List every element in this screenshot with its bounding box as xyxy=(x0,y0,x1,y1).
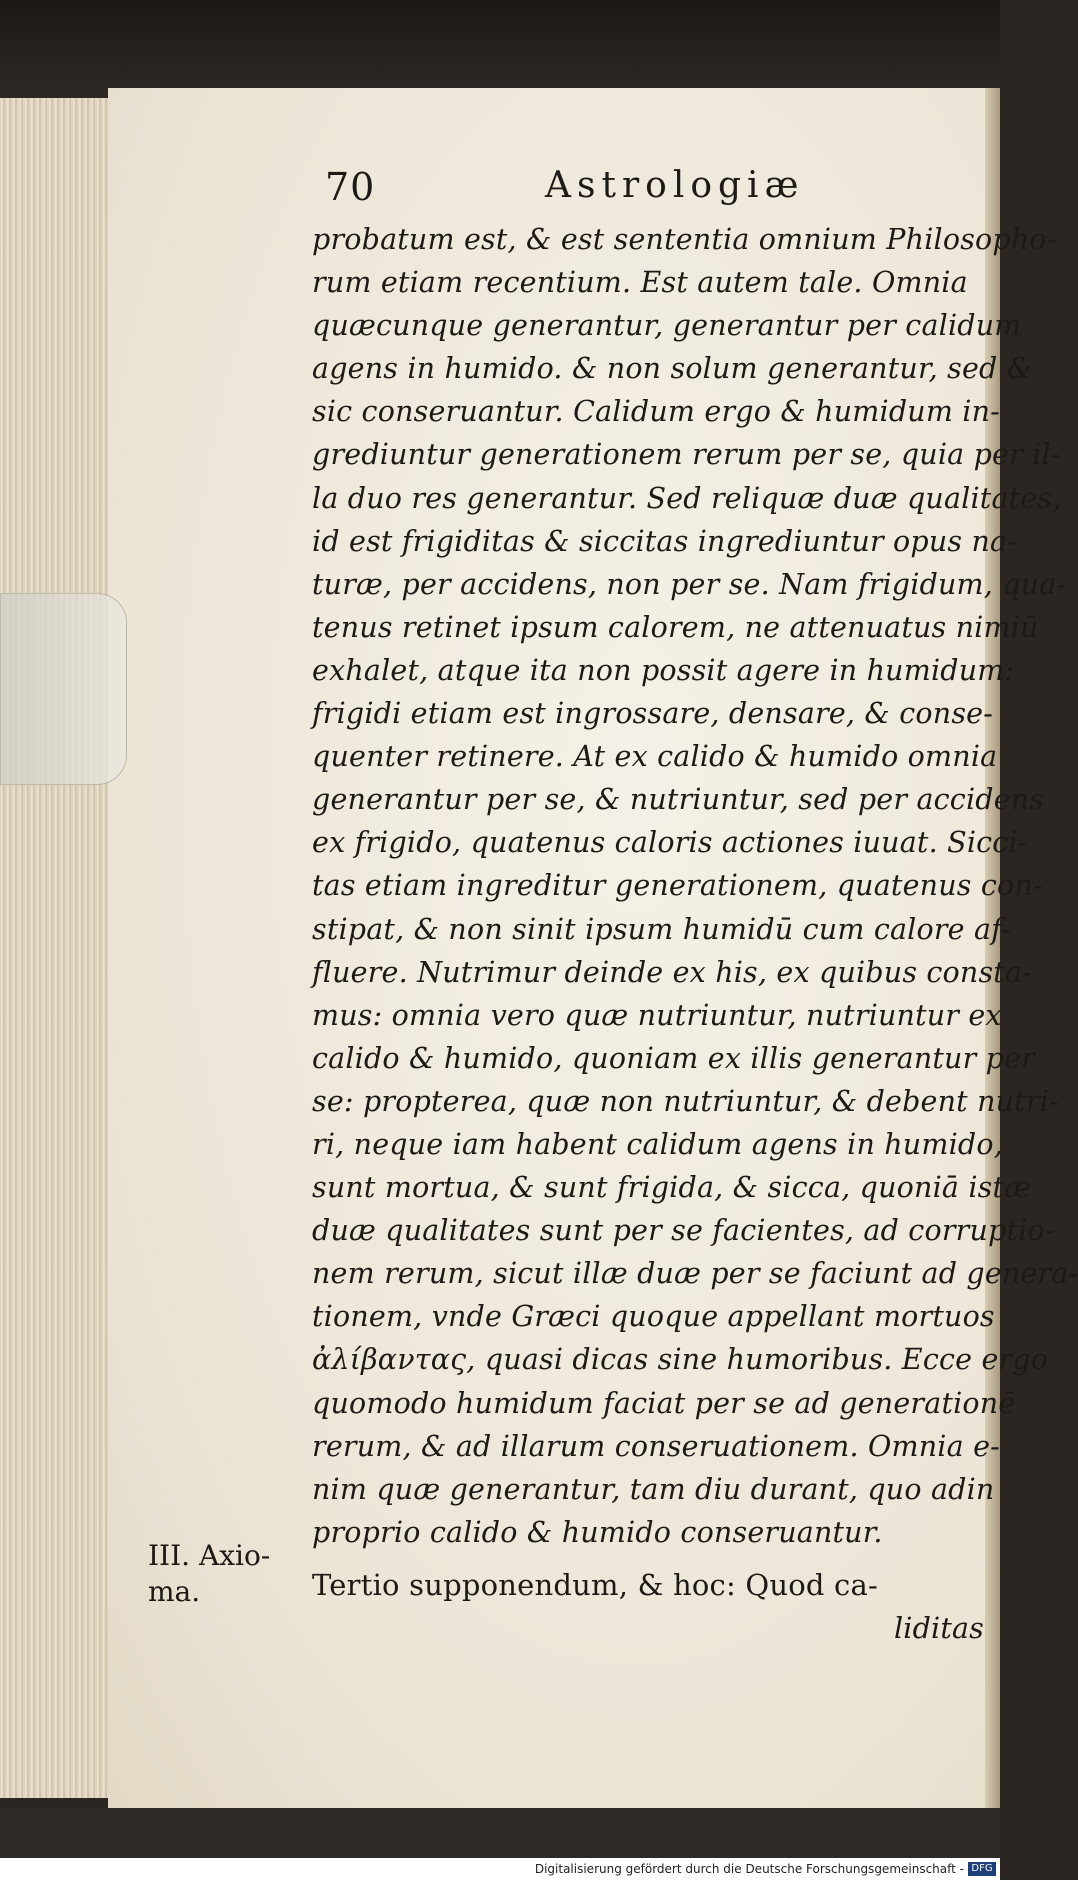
text-block xyxy=(312,218,1078,1650)
running-head: Astrologiæ xyxy=(545,165,805,206)
text-line: ἀλίβαντας, quasi dicas sine humoribus. Ecce ergo xyxy=(312,1343,1049,1377)
axiom-line: Tertio supponendum, & hoc: Quod ca- xyxy=(312,1567,878,1602)
scan-background-bottom xyxy=(0,1808,1000,1858)
digitization-footer xyxy=(0,1858,1000,1880)
text-line: duæ qualitates sunt per se facientes, ad corruptio- xyxy=(312,1214,1055,1248)
text-line: se: propterea, quæ non nutriuntur, & debent nutri- xyxy=(312,1084,1059,1118)
text-line: rerum, & ad illarum conseruationem. Omnia e- xyxy=(312,1429,1000,1463)
text-line: stipat, & non sinit ipsum humidū cum calore af- xyxy=(312,912,1011,946)
page-edges xyxy=(0,98,112,1798)
text-line: ri, neque iam habent calidum agens in humido, xyxy=(312,1127,1003,1161)
text-line: sunt mortua, & sunt frigida, & sicca, quoniā istæ xyxy=(312,1171,1032,1205)
footer-credit: Digitalisierung gefördert durch die Deutsche Forschungsgemeinschaft - xyxy=(534,1862,964,1876)
text-line: proprio calido & humido conseruantur. xyxy=(312,1515,883,1549)
scan-background-top xyxy=(0,0,1000,95)
text-line: la duo res generantur. Sed reliquæ duæ qualitates, xyxy=(312,481,1062,515)
text-line: calido & humido, quoniam ex illis generantur per xyxy=(312,1041,1036,1075)
text-line: id est frigiditas & siccitas ingrediuntur opus na- xyxy=(312,524,1018,558)
text-line: rum etiam recentium. Est autem tale. Omnia xyxy=(312,266,968,300)
text-line: tas etiam ingreditur generationem, quatenus con- xyxy=(312,869,1043,903)
margin-note-line: ma. xyxy=(148,1575,201,1608)
text-line: tionem, vnde Græci quoque appellant mortuos xyxy=(312,1300,995,1334)
text-line: quomodo humidum faciat per se ad generationē xyxy=(312,1386,1016,1420)
text-line: generantur per se, & nutriuntur, sed per accidens xyxy=(312,783,1045,817)
text-line: grediuntur generationem rerum per se, quia per il- xyxy=(312,438,1061,472)
text-line: probatum est, & est sententia omnium Philosopho- xyxy=(312,223,1057,256)
text-line: mus: omnia vero quæ nutriuntur, nutriuntur ex xyxy=(312,998,1002,1032)
text-line: fluere. Nutrimur deinde ex his, ex quibus consta- xyxy=(312,955,1032,989)
text-line: quenter retinere. At ex calido & humido omnia xyxy=(312,740,998,774)
text-line: tenus retinet ipsum calorem, ne attenuatus nimiū xyxy=(312,610,1039,644)
text-line: frigidi etiam est ingrossare, densare, & conse- xyxy=(312,697,994,731)
text-line: ex frigido, quatenus caloris actiones iuuat. Sicci- xyxy=(312,826,1028,860)
page-clip xyxy=(0,593,127,785)
margin-note xyxy=(148,1538,308,1610)
margin-note-line: III. Axio- xyxy=(148,1539,271,1572)
text-line: quæcunque generantur, generantur per calidum xyxy=(312,309,1022,343)
text-line: nem rerum, sicut illæ duæ per se faciunt ad genera- xyxy=(312,1257,1078,1291)
text-line: agens in humido. & non solum generantur, sed & xyxy=(312,352,1033,386)
dfg-logo: DFG xyxy=(968,1862,996,1876)
text-line: sic conseruantur. Calidum ergo & humidum in- xyxy=(312,395,1000,429)
page-number: 70 xyxy=(325,165,376,209)
text-line: turæ, per accidens, non per se. Nam frigidum, qua- xyxy=(312,567,1067,601)
text-line: exhalet, atque ita non possit agere in humidum: xyxy=(312,653,1015,687)
text-line: nim quæ generantur, tam diu durant, quo adin xyxy=(312,1472,995,1506)
catchword: liditas xyxy=(893,1612,984,1645)
page-header xyxy=(325,165,885,215)
